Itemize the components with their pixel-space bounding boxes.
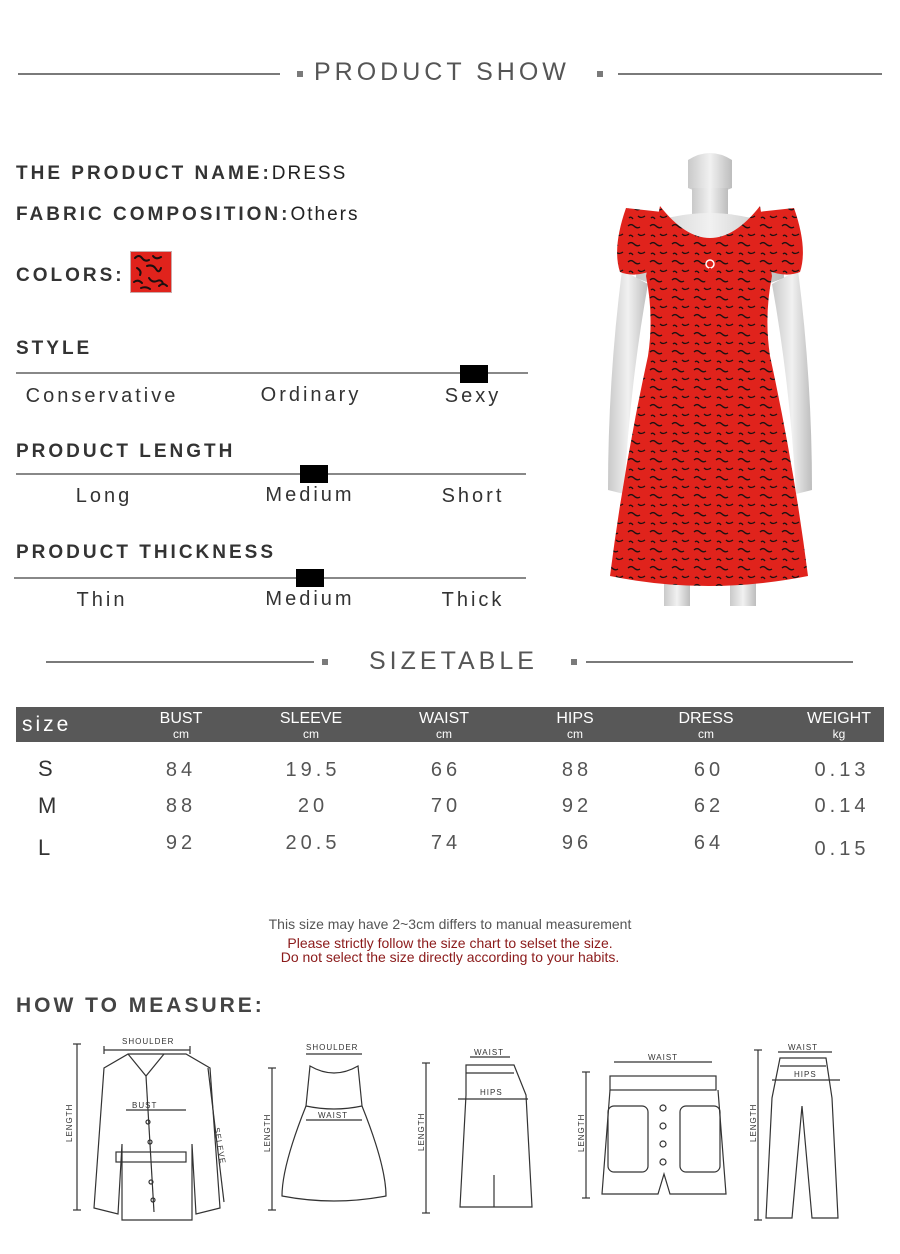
sleeve-column-header bbox=[280, 711, 342, 740]
pants-hips-label: HIPS bbox=[794, 1070, 817, 1079]
dress-length-label: LENGTH bbox=[263, 1113, 272, 1152]
product-name-value: DRESS bbox=[271, 163, 348, 184]
fabric-row bbox=[16, 204, 359, 226]
product-show-right-square bbox=[597, 71, 603, 77]
product-show-right-rule bbox=[618, 73, 882, 75]
table-cell: 64 bbox=[693, 832, 725, 854]
product-show-left-square bbox=[297, 71, 303, 77]
shorts-measure-diagram bbox=[574, 1048, 744, 1208]
skirt-hips-label: HIPS bbox=[480, 1088, 503, 1097]
dress-waist-label: WAIST bbox=[318, 1111, 349, 1120]
skirt-measure-diagram bbox=[414, 1045, 544, 1215]
skirt-length-label: LENGTH bbox=[417, 1112, 426, 1151]
size-column-header: size bbox=[22, 713, 72, 736]
table-cell: 20.5 bbox=[285, 832, 341, 854]
style-option-ordinary: Ordinary bbox=[260, 384, 362, 406]
table-cell: 88 bbox=[561, 759, 593, 781]
dress-measure-diagram bbox=[262, 1040, 402, 1215]
thickness-option-thick: Thick bbox=[441, 589, 505, 611]
waist-header-label: WAIST bbox=[418, 710, 470, 727]
length-scale-line bbox=[16, 473, 526, 475]
size-s-label: S bbox=[38, 756, 53, 781]
sizetable-left-rule bbox=[46, 661, 314, 663]
thickness-scale-line bbox=[14, 577, 526, 579]
style-scale-title: STYLE bbox=[16, 338, 93, 359]
product-photo bbox=[560, 150, 860, 610]
shorts-length-label: LENGTH bbox=[577, 1113, 586, 1152]
size-warning-line-1: Please strictly follow the size chart to selset the size. bbox=[287, 935, 613, 951]
size-l-label: L bbox=[38, 835, 51, 860]
sleeve-header-unit: cm bbox=[302, 727, 319, 741]
style-option-conservative: Conservative bbox=[25, 385, 179, 407]
table-cell: 0.13 bbox=[814, 759, 870, 781]
hips-column-header bbox=[556, 711, 593, 740]
measurement-note: This size may have 2~3cm differs to manual measurement bbox=[268, 916, 632, 932]
thickness-option-thin: Thin bbox=[76, 589, 128, 611]
bust-header-label: BUST bbox=[159, 710, 203, 727]
bust-column-header bbox=[160, 711, 203, 740]
dress-on-mannequin-illustration bbox=[560, 150, 860, 610]
coat-measure-diagram bbox=[58, 1032, 238, 1222]
product-show-left-rule bbox=[18, 73, 280, 75]
weight-header-label: WEIGHT bbox=[807, 710, 871, 727]
size-m-label: M bbox=[38, 793, 57, 818]
style-scale-line bbox=[16, 372, 528, 374]
style-scale-marker bbox=[460, 365, 488, 383]
product-name-row bbox=[16, 163, 347, 185]
length-scale-title: PRODUCT LENGTH bbox=[16, 441, 236, 462]
color-swatch-red[interactable] bbox=[130, 251, 172, 293]
sizetable-right-square bbox=[571, 659, 577, 665]
table-cell: 60 bbox=[693, 759, 725, 781]
thickness-scale-marker bbox=[296, 569, 324, 587]
product-show-title: PRODUCT SHOW bbox=[314, 58, 570, 86]
table-cell: 88 bbox=[165, 795, 197, 817]
how-to-measure-title: HOW TO MEASURE: bbox=[16, 994, 265, 1017]
table-cell: 92 bbox=[561, 795, 593, 817]
table-cell: 96 bbox=[561, 832, 593, 854]
waist-column-header bbox=[419, 711, 469, 740]
table-cell: 66 bbox=[430, 759, 462, 781]
table-cell: 0.15 bbox=[814, 838, 870, 860]
pants-measure-diagram bbox=[748, 1040, 858, 1225]
weight-column-header bbox=[807, 711, 871, 740]
pants-waist-label: WAIST bbox=[788, 1043, 819, 1052]
hips-header-unit: cm bbox=[567, 727, 583, 741]
product-name-label: THE PRODUCT NAME: bbox=[16, 163, 272, 184]
table-cell: 74 bbox=[430, 832, 462, 854]
thickness-scale-title: PRODUCT THICKNESS bbox=[16, 542, 277, 563]
thickness-option-medium: Medium bbox=[265, 588, 355, 610]
fabric-label: FABRIC COMPOSITION: bbox=[16, 204, 291, 225]
coat-shoulder-label: SHOULDER bbox=[122, 1037, 175, 1046]
length-option-long: Long bbox=[75, 485, 133, 507]
table-cell: 20 bbox=[297, 795, 329, 817]
fabric-value: Others bbox=[290, 204, 360, 225]
table-cell: 70 bbox=[430, 795, 462, 817]
length-option-short: Short bbox=[441, 485, 505, 507]
coat-bust-label: BUST bbox=[132, 1101, 158, 1110]
weight-header-unit: kg bbox=[832, 727, 846, 741]
dress-header-unit: cm bbox=[698, 727, 714, 741]
dress-shoulder-label: SHOULDER bbox=[306, 1043, 359, 1052]
length-scale-marker bbox=[300, 465, 328, 483]
size-warning-line-2: Do not select the size directly according to your habits. bbox=[280, 949, 620, 965]
table-cell: 84 bbox=[165, 759, 197, 781]
waist-header-unit: cm bbox=[435, 727, 452, 741]
dress-header-label: DRESS bbox=[678, 710, 734, 727]
sizetable-right-rule bbox=[586, 661, 853, 663]
hips-header-label: HIPS bbox=[556, 710, 594, 727]
shorts-waist-label: WAIST bbox=[648, 1053, 679, 1062]
sizetable-title: SIZETABLE bbox=[369, 647, 538, 675]
table-cell: 19.5 bbox=[285, 759, 341, 781]
length-option-medium: Medium bbox=[265, 484, 355, 506]
colors-label: COLORS: bbox=[16, 265, 125, 286]
sizetable-left-square bbox=[322, 659, 328, 665]
bust-header-unit: cm bbox=[172, 727, 189, 741]
table-cell: 62 bbox=[693, 795, 725, 817]
skirt-waist-label: WAIST bbox=[474, 1048, 505, 1057]
pants-length-label: LENGTH bbox=[749, 1103, 758, 1142]
swatch-pattern bbox=[131, 252, 171, 292]
sleeve-header-label: SLEEVE bbox=[279, 710, 343, 727]
table-cell: 0.14 bbox=[814, 795, 870, 817]
table-cell: 92 bbox=[165, 832, 197, 854]
coat-sleeve-label: SELEVE bbox=[212, 1126, 228, 1165]
coat-length-label: LENGTH bbox=[65, 1103, 74, 1142]
dress-column-header bbox=[678, 711, 733, 740]
style-option-sexy: Sexy bbox=[444, 385, 502, 407]
